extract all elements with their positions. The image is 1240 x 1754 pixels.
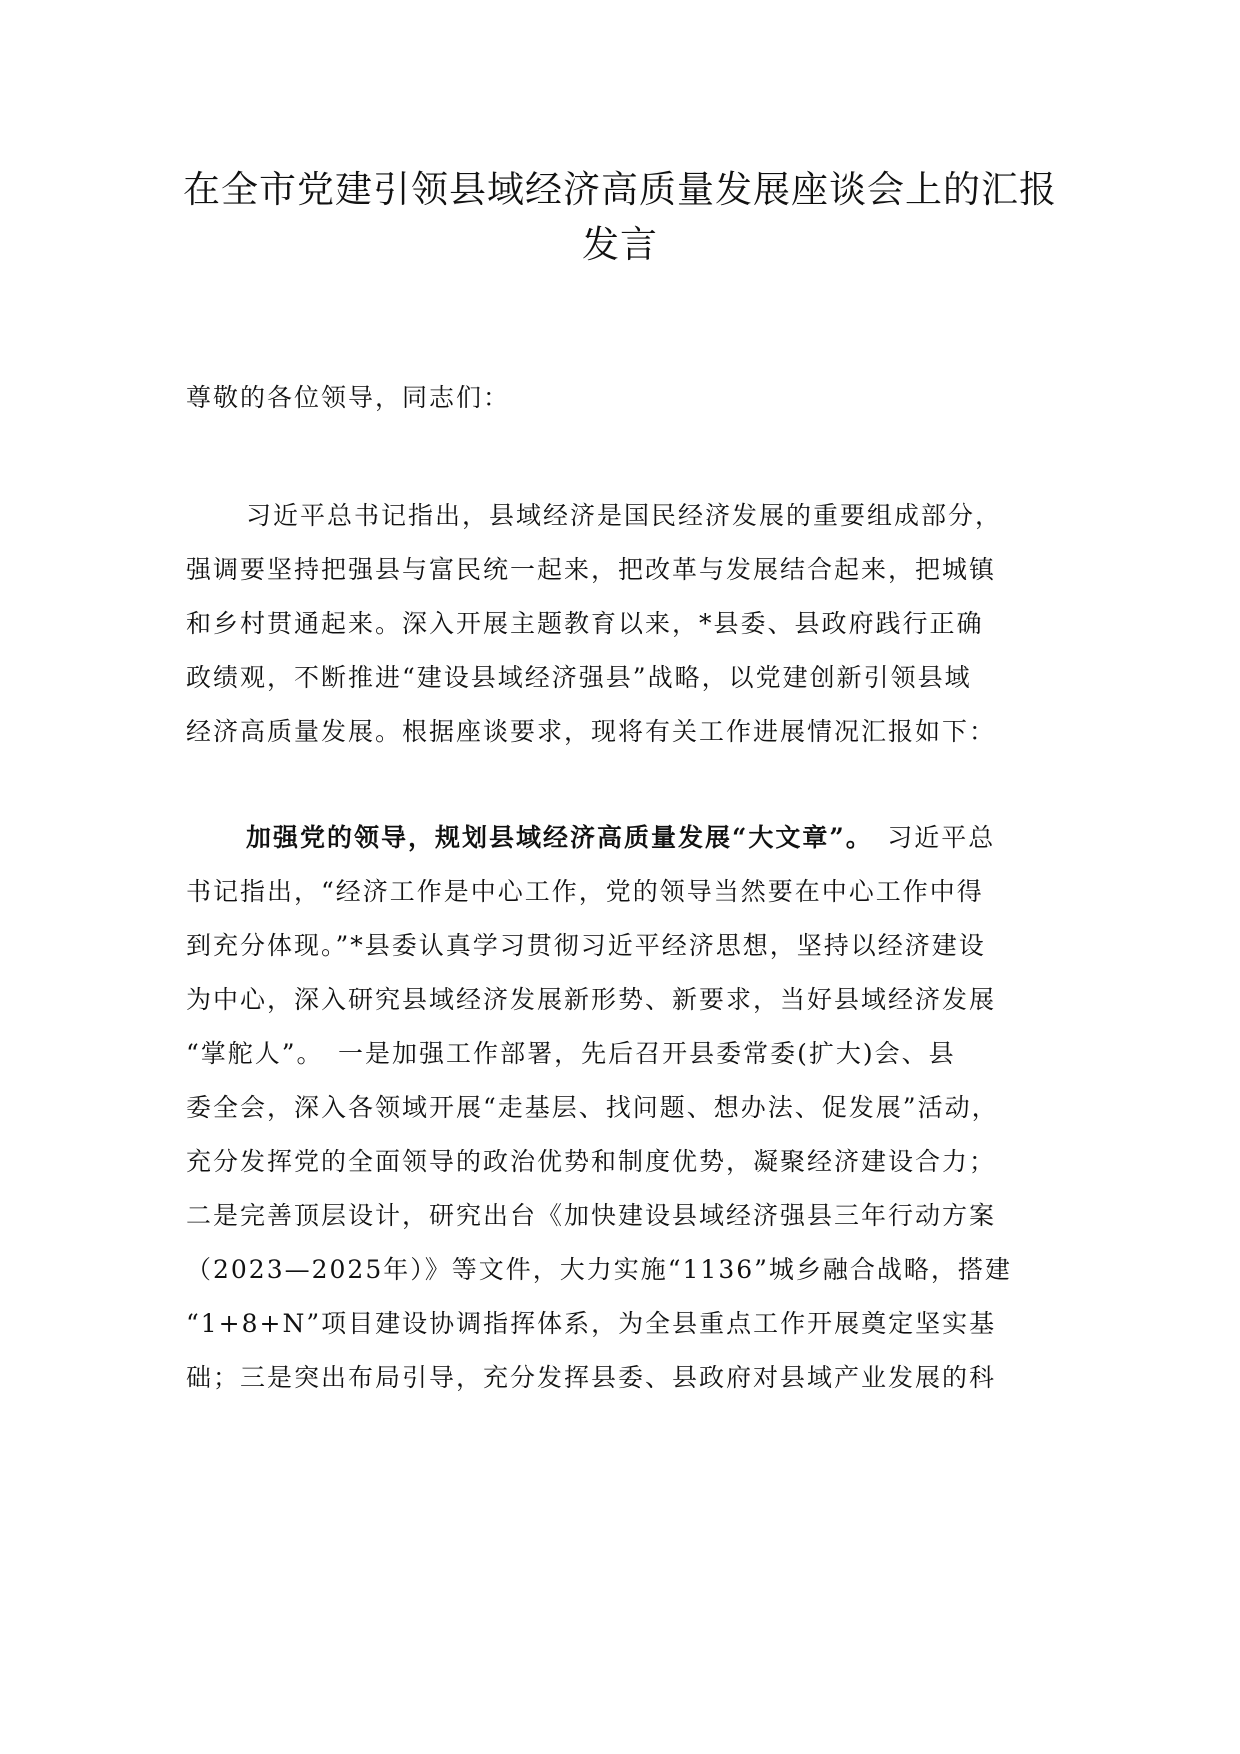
paragraph-2-first-line-tail: 习近平总 xyxy=(860,823,996,852)
paragraph-1-line-2: 强调要坚持把强县与富民统一起来，把改革与发展结合起来，把城镇 xyxy=(186,555,997,584)
paragraph-1-line-5: 经济高质量发展。根据座谈要求，现将有关工作进展情况汇报如下： xyxy=(186,717,997,746)
paragraph-2-line-8: 二是完善顶层设计，研究出台《加快建设县域经济强县三年行动方案 xyxy=(186,1201,997,1230)
paragraph-1-line-3: 和乡村贯通起来。深入开展主题教育以来，*县委、县政府践行正确 xyxy=(186,609,984,638)
paragraph-2-line-11: 础；三是突出布局引导，充分发挥县委、县政府对县域产业发展的科 xyxy=(186,1363,997,1392)
paragraph-2-line-9: （2023—2025年）》等文件，大力实施“1136”城乡融合战略，搭建 xyxy=(186,1255,1012,1284)
title-line-2: 发言 xyxy=(582,223,658,266)
paragraph-2-line-7: 充分发挥党的全面领导的政治优势和制度优势，凝聚经济建设合力； xyxy=(186,1147,997,1176)
paragraph-1-line-4: 政绩观，不断推进“建设县域经济强县”战略，以党建创新引领县域 xyxy=(186,663,972,692)
paragraph-1-line-1: 习近平总书记指出，县域经济是国民经济发展的重要组成部分， xyxy=(246,501,1003,530)
paragraph-2-line-2: 书记指出，“经济工作是中心工作，党的领导当然要在中心工作中得 xyxy=(186,877,984,906)
paragraph-2-line-3: 到充分体现。”*县委认真学习贯彻习近平经济思想，坚持以经济建设 xyxy=(186,931,986,960)
paragraph-2-line-5: “掌舵人”。 一是加强工作部署，先后召开县委常委(扩大)会、县 xyxy=(186,1039,956,1068)
paragraph-2-line-4: 为中心，深入研究县域经济发展新形势、新要求，当好县域经济发展 xyxy=(186,985,997,1014)
document-title xyxy=(150,162,1090,272)
salutation: 尊敬的各位领导，同志们： xyxy=(186,383,511,412)
paragraph-2-line-10: “1+8+N”项目建设协调指挥体系，为全县重点工作开展奠定坚实基 xyxy=(186,1309,997,1338)
section-heading: 加强党的领导，规划县域经济高质量发展“大文章”。 xyxy=(246,823,861,852)
paragraph-2-line-1 xyxy=(246,818,1046,858)
paragraph-2-line-6: 委全会，深入各领域开展“走基层、找问题、想办法、促发展”活动， xyxy=(186,1093,999,1122)
title-line-1: 在全市党建引领县域经济高质量发展座谈会上的汇报 xyxy=(183,168,1057,211)
